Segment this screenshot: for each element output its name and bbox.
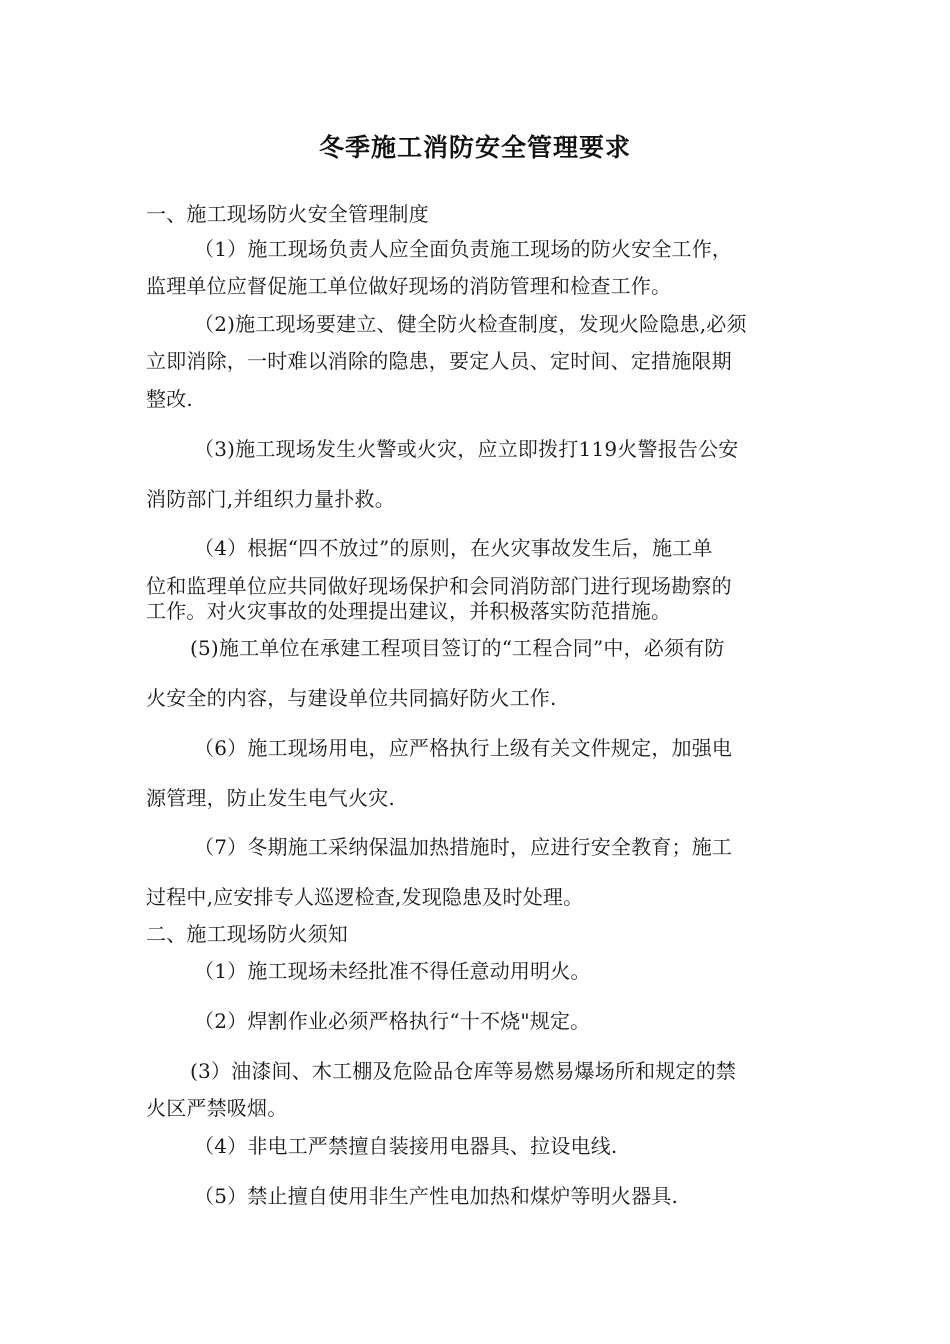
paragraph-line: 火安全的内容，与建设单位共同搞好防火工作. (146, 686, 557, 710)
paragraph-line: （3)施工现场发生火警或火灾，应立即拨打119火警报告公安 (194, 437, 739, 461)
paragraph-line: (5)施工单位在承建工程项目签订的“工程合同”中，必须有防 (190, 636, 725, 660)
paragraph-line: 整改. (146, 387, 193, 411)
paragraph-line: (3）油漆间、木工棚及危险品仓库等易燃易爆场所和规定的禁 (190, 1059, 737, 1083)
paragraph-line: 过程中,应安排专人巡逻检查,发现隐患及时处理。 (146, 885, 584, 909)
section-heading-2: 二、施工现场防火须知 (146, 922, 348, 946)
paragraph-line: 位和监理单位应共同做好现场保护和会同消防部门进行现场勘察的 (146, 574, 732, 598)
paragraph-line: 火区严禁吸烟。 (146, 1096, 288, 1120)
paragraph-line: （5）禁止擅自使用非生产性电加热和煤炉等明火器具. (194, 1184, 679, 1208)
paragraph-line: （2)施工现场要建立、健全防火检查制度，发现火险隐患,必须 (194, 312, 747, 336)
document-title: 冬季施工消防安全管理要求 (318, 133, 631, 162)
paragraph-line: 立即消除，一时难以消除的隐患，要定人员、定时间、定措施限期 (146, 349, 732, 373)
paragraph-line: （4）根据“四不放过”的原则，在火灾事故发生后，施工单 (194, 536, 713, 560)
paragraph-line: 监理单位应督促施工单位做好现场的消防管理和检查工作。 (146, 274, 672, 298)
paragraph-line: （1）施工现场负责人应全面负责施工现场的防火安全工作， (194, 237, 733, 261)
paragraph-line: （2）焊割作业必须严格执行“十不烧"规定。 (194, 1009, 591, 1033)
paragraph-line: 源管理，防止发生电气火灾. (146, 786, 395, 810)
paragraph-line: （4）非电工严禁擅自装接用电器具、拉设电线. (194, 1134, 618, 1158)
paragraph-line: （7）冬期施工采纳保温加热措施时，应进行安全教育；施工 (194, 835, 733, 859)
paragraph-line: 消防部门,并组织力量扑救。 (146, 487, 395, 511)
section-heading-1: 一、施工现场防火安全管理制度 (146, 202, 429, 226)
paragraph-line: （1）施工现场未经批准不得任意动用明火。 (194, 959, 591, 983)
paragraph-line: 工作。对火灾事故的处理提出建议，并积极落实防范措施。 (146, 599, 672, 623)
paragraph-line: （6）施工现场用电，应严格执行上级有关文件规定，加强电 (194, 736, 733, 760)
